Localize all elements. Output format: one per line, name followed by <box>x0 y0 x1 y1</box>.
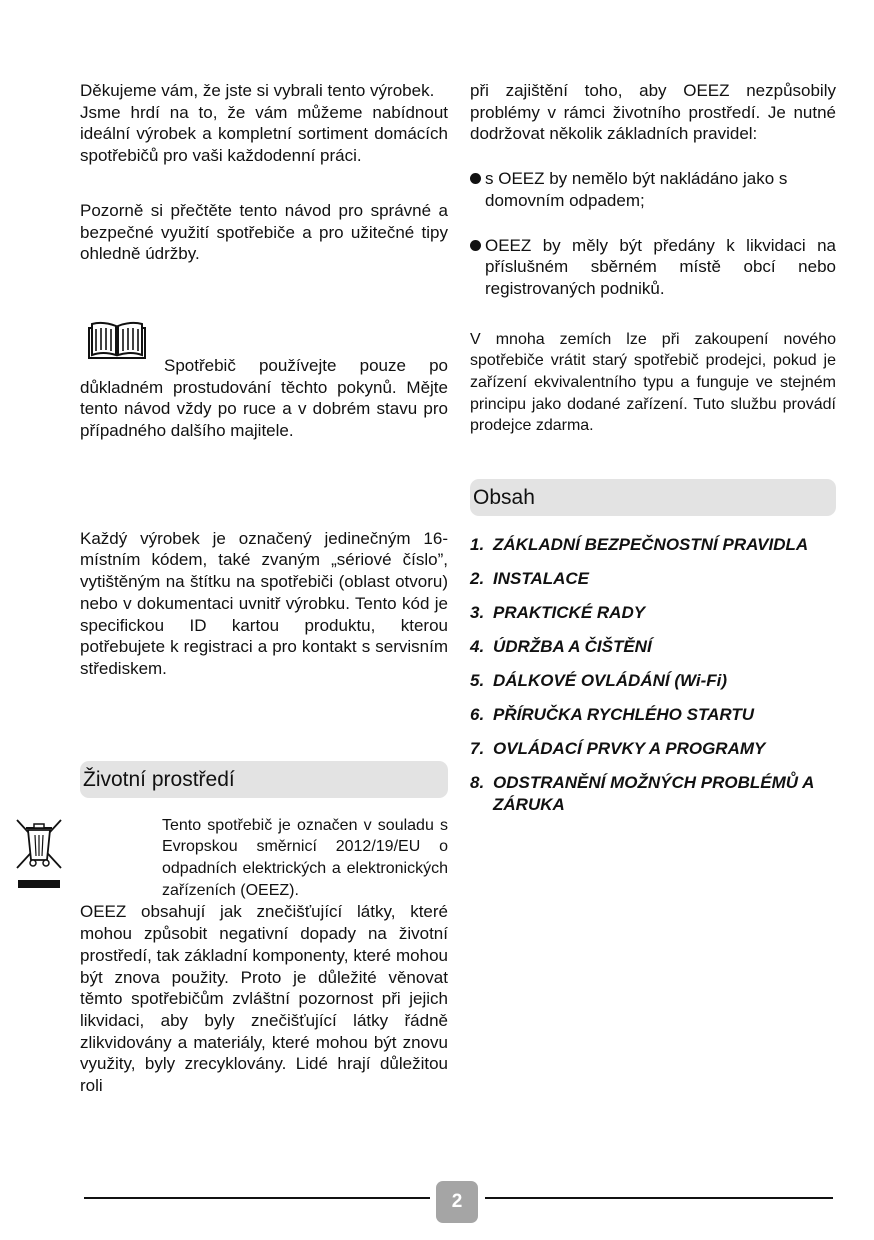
open-book-icon <box>87 321 147 361</box>
toc-item[interactable]: 5. DÁLKOVÉ OVLÁDÁNÍ (Wi-Fi) <box>470 671 728 691</box>
weee-notice <box>80 815 448 902</box>
left-column <box>80 80 448 1097</box>
right-column <box>470 80 836 828</box>
return-old-paragraph: V mnoha zemích lze při zakoupení nového spotřebiče vrátit starý spotřebič prodejci, pokud je zařízení ekvivalentního typu a funguje ve stejném principu jako dodané zařízení. Tuto službu provádí prodejce zdarma. <box>470 330 836 435</box>
use-after-reading-paragraph: Spotřebič používejte pouze po důkladném prostudování těchto pokynů. Mějte tento návod vždy po ruce a v dobrém stavu pro případného dalšího majitele. <box>80 355 448 441</box>
read-carefully-paragraph: Pozorně si přečtěte tento návod pro správné a bezpečné využití spotřebiče a pro užitečné tipy ohledně údržby. <box>80 200 448 264</box>
rule-text: OEEZ by měly být předány k likvidaci na příslušném sběrném místě obcí nebo registrovaných podniků. <box>485 235 836 298</box>
toc-item[interactable]: 8. ODSTRANĚNÍ MOŽNÝCH PROBLÉMŮ A ZÁRUKA <box>470 773 814 814</box>
crossed-out-wheelie-bin-icon <box>15 818 63 890</box>
rule-text: s OEEZ by nemělo být nakládáno jako s domovním odpadem; <box>485 169 788 210</box>
contents-heading: Obsah <box>470 479 836 516</box>
manual-notice <box>80 321 448 442</box>
weee-label-paragraph: Tento spotřebič je označen v souladu s Evropskou směrnicí 2012/19/EU o odpadních elektrických a elektronických zařízeních (OEEZ). <box>162 816 448 899</box>
page-number-badge: 2 <box>436 1181 478 1223</box>
toc-item[interactable]: 6. PŘÍRUČKA RYCHLÉHO STARTU <box>470 705 754 725</box>
environment-heading: Životní prostředí <box>80 761 448 798</box>
contents-list <box>470 534 836 815</box>
toc-item[interactable]: 2. INSTALACE <box>470 569 590 589</box>
bullet-icon <box>470 240 481 251</box>
bullet-icon <box>470 173 481 184</box>
toc-item[interactable]: 1. ZÁKLADNÍ BEZPEČNOSTNÍ PRAVIDLA <box>470 535 809 555</box>
serial-code-paragraph: Každý výrobek je označený jedinečným 16-místním kódem, také zvaným „sériové číslo”, vytištěným na štítku na spotřebiči (oblast otvoru) nebo v dokumentaci uvnitř výrobku. Tento kód je specifickou ID kartou produktu, kterou potřebujete k registraci a pro kontakt s servisním střediskem. <box>80 528 448 678</box>
toc-item[interactable]: 3. PRAKTICKÉ RADY <box>470 603 646 623</box>
footer-rule-right <box>485 1197 833 1199</box>
footer-rule-left <box>84 1197 430 1199</box>
toc-item[interactable]: 4. ÚDRŽBA A ČIŠTĚNÍ <box>470 637 652 657</box>
thanks-paragraph: Děkujeme vám, že jste si vybrali tento výrobek. <box>80 81 435 100</box>
proud-paragraph: Jsme hrdí na to, že vám můžeme nabídnout ideální výrobek a kompletní sortiment domácích spotřebičů pro vaši každodenní práci. <box>80 102 448 166</box>
environment-body-paragraph: OEEZ obsahují jak znečišťující látky, které mohou způsobit negativní dopady na životní prostředí, tak základní komponenty, které mohou být znova použity. Proto je důležité věnovat těmto spotřebičům zvláštní pozornost při jejich likvidaci, aby byly znečišťující látky řádně zlikvidovány a materiály, které mohou být znovu využity, byly zrecyklovány. Lidé hrají důležitou roli <box>80 902 448 1096</box>
toc-item[interactable]: 7. OVLÁDACÍ PRVKY A PROGRAMY <box>470 739 766 759</box>
rule-item-collection-point <box>470 235 836 300</box>
environment-body-continued: při zajištění toho, aby OEEZ nezpůsobily problémy v rámci životního prostředí. Je nutné dodržovat několik základních pravidel: <box>470 81 836 144</box>
rule-item-household-waste <box>470 168 836 211</box>
